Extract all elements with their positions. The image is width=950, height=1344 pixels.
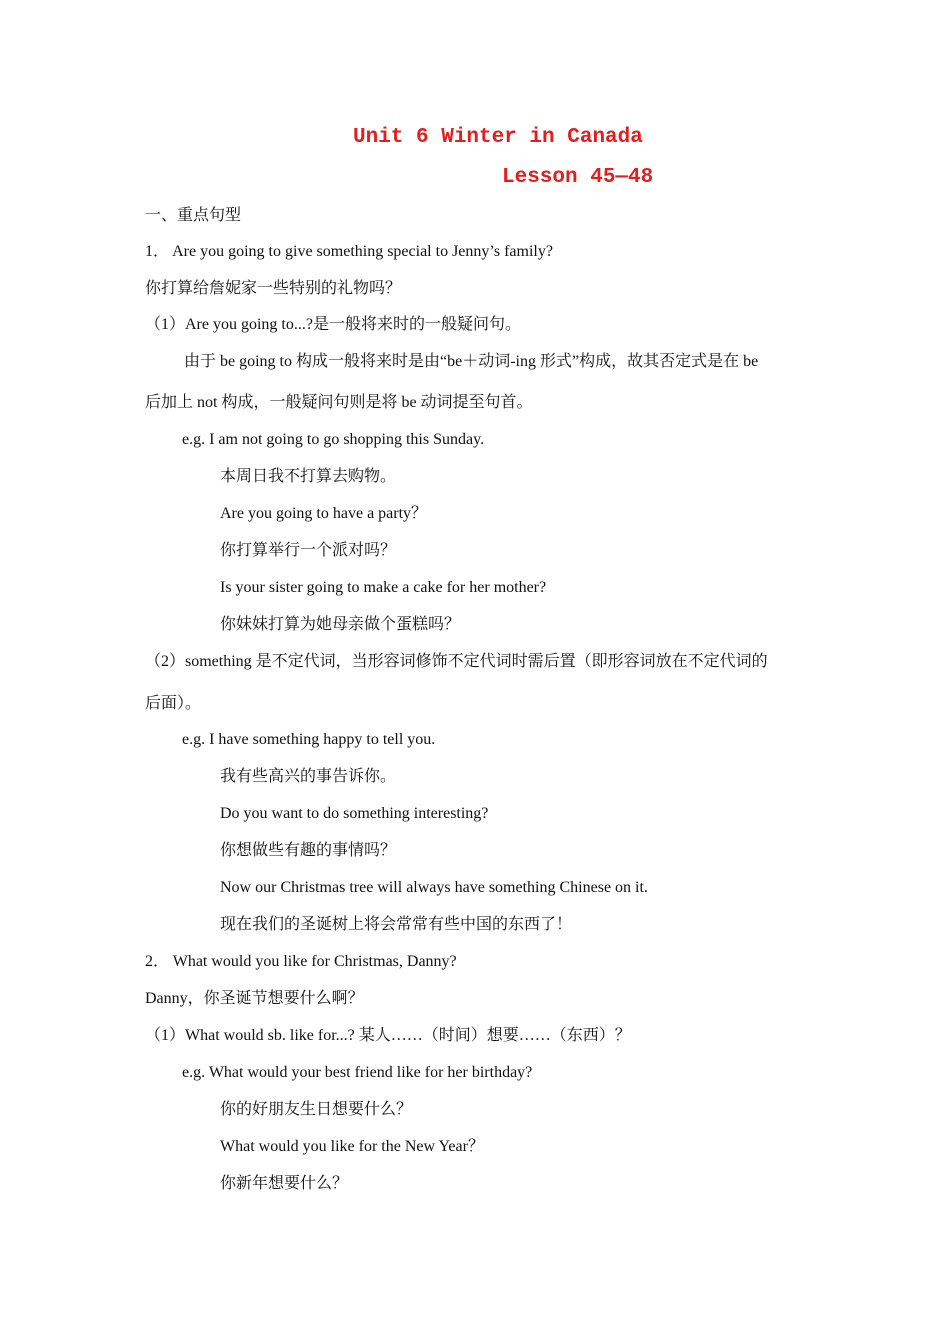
point-2-1: （1）What would sb. like for...? 某人……（时间）想要……（东西）？ (145, 1027, 631, 1044)
point-1-1: （1）Are you going to...?是一般将来时的一般疑问句。 (145, 316, 521, 333)
example-4: e.g. I have something happy to tell you. (182, 731, 436, 748)
example-3-translation: 你妹妹打算为她母亲做个蛋糕吗？ (220, 616, 461, 633)
example-5-translation: 你想做些有趣的事情吗？ (220, 842, 397, 859)
point-1-2-cont: 后面）。 (145, 695, 202, 712)
explanation-line-2: 后加上 not 构成，一般疑问句则是将 be 动词提至句首。 (145, 394, 533, 411)
example-1-translation: 本周日我不打算去购物。 (220, 468, 397, 485)
example-8-translation: 你新年想要什么？ (220, 1175, 349, 1192)
point-1-2: （2）something 是不定代词，当形容词修饰不定代词时需后置（即形容词放在不定代词的 (145, 653, 768, 670)
example-2-translation: 你打算举行一个派对吗？ (220, 542, 397, 559)
example-5: Do you want to do something interesting? (220, 805, 489, 822)
example-2: Are you going to have a party？ (220, 505, 428, 522)
sentence-2: 2． What would you like for Christmas, Danny? (145, 953, 457, 970)
example-7-translation: 你的好朋友生日想要什么？ (220, 1101, 413, 1118)
example-8: What would you like for the New Year？ (220, 1138, 484, 1155)
example-3: Is your sister going to make a cake for her mother? (220, 579, 547, 596)
sentence-1: 1． Are you going to give something special to Jenny’s family? (145, 243, 553, 260)
section-heading: 一、重点句型 (145, 207, 242, 224)
example-4-translation: 我有些高兴的事告诉你。 (220, 768, 397, 785)
example-6-translation: 现在我们的圣诞树上将会常常有些中国的东西了！ (220, 916, 573, 933)
example-7: e.g. What would your best friend like for her birthday? (182, 1064, 533, 1081)
example-6: Now our Christmas tree will always have something Chinese on it. (220, 879, 648, 896)
sentence-2-translation: Danny，你圣诞节想要什么啊？ (145, 990, 364, 1007)
unit-title: Unit 6 Winter in Canada (353, 126, 643, 149)
explanation-line-1: 由于 be going to 构成一般将来时是由“be＋动词-ing 形式”构成，故其否定式是在 be (184, 353, 759, 370)
lesson-title: Lesson 45—48 (502, 166, 654, 189)
sentence-1-translation: 你打算给詹妮家一些特别的礼物吗？ (145, 280, 402, 297)
example-1: e.g. I am not going to go shopping this Sunday. (182, 431, 485, 448)
